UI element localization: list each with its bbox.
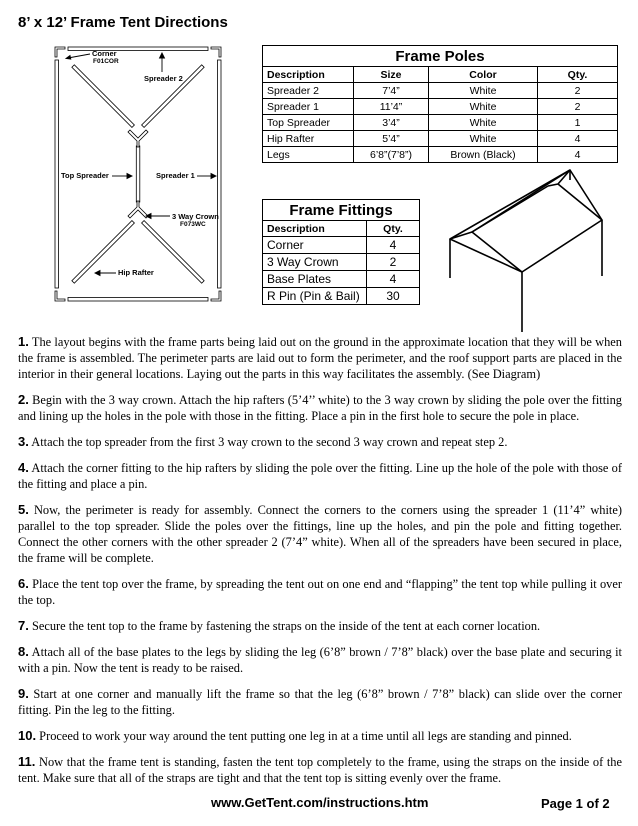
col-header: Qty. — [538, 67, 618, 83]
table-row — [263, 254, 420, 271]
step-number: 5. — [18, 502, 29, 517]
step-text: Place the tent top over the frame, by spreading the tent out on one end and “flapping” the tent top while pulling it over the top. — [18, 577, 622, 607]
step-paragraph — [18, 686, 622, 718]
step-paragraph — [18, 618, 622, 634]
spreader-2-bottom — [68, 298, 208, 302]
step-text: Attach the corner fitting to the hip rafters by sliding the pole over the fitting. Line up the hole of the pole with those of the fitting and place a pin. — [18, 461, 622, 491]
frame-fittings-table — [262, 199, 420, 305]
instruction-steps — [18, 334, 622, 796]
step-number: 2. — [18, 392, 29, 407]
table-row — [263, 99, 618, 115]
table-cell: Brown (Black) — [429, 147, 538, 163]
step-paragraph — [18, 754, 622, 786]
three-way-crown-bottom — [128, 201, 148, 218]
table-cell: 4 — [538, 147, 618, 163]
tent-frame-svg — [448, 160, 620, 332]
table-row — [263, 131, 618, 147]
table-cell: 4 — [367, 271, 420, 288]
table-cell: 1 — [538, 115, 618, 131]
crown-code: F073WC — [180, 221, 206, 228]
table-cell: 6’8”(7’8”) — [354, 147, 429, 163]
crown-label: 3 Way Crown — [172, 212, 219, 221]
spreader-1-label: Spreader 1 — [156, 171, 195, 180]
frame-poles-table — [262, 45, 618, 163]
table-cell: Legs — [263, 147, 354, 163]
step-number: 6. — [18, 576, 29, 591]
hip-rafter-arrowhead — [95, 271, 100, 276]
frame-poles-caption: Frame Poles — [263, 46, 618, 67]
page-number: Page 1 of 2 — [541, 796, 610, 811]
step-paragraph — [18, 644, 622, 676]
frame-poles-header-row — [263, 67, 618, 83]
tent-roof-outline — [450, 170, 602, 272]
step-number: 10. — [18, 728, 37, 743]
col-header: Qty. — [367, 221, 420, 237]
table-cell: 4 — [367, 237, 420, 254]
table-cell: Corner — [263, 237, 367, 254]
corner-arrow — [68, 54, 90, 58]
col-header: Color — [429, 67, 538, 83]
table-row — [263, 237, 420, 254]
table-cell: 30 — [367, 288, 420, 305]
step-text: The layout begins with the frame parts being laid out on the ground in the approximate location that they will be when the frame is assembled. The perimeter parts are laid out to form the perimeter, and the roof support parts are placed in the interior in their general locations. Laying out the parts in this way facilitates the assembly. (See Diagram) — [18, 335, 622, 381]
top-spreader — [136, 146, 140, 202]
hip-rafter-1 — [72, 65, 135, 128]
table-cell: 7’4” — [354, 83, 429, 99]
frame-layout-diagram — [52, 44, 224, 304]
step-paragraph — [18, 502, 622, 566]
step-number: 1. — [18, 334, 29, 349]
step-text: Begin with the 3 way crown. Attach the hip rafters (5’4’’ white) to the 3 way crown by sliding the pole over the fitting and lining up the holes in the pole with those in the fitting. Place a pin in the first hole to secure the pole in place. — [18, 393, 622, 423]
spreader-2-label: Spreader 2 — [144, 74, 183, 83]
spreader-1-right — [218, 60, 222, 288]
col-header: Description — [263, 67, 354, 83]
step-number: 3. — [18, 434, 29, 449]
step-paragraph — [18, 392, 622, 424]
table-cell: White — [429, 83, 538, 99]
corner-fitting-tr — [211, 47, 221, 57]
corner-fitting-br — [211, 291, 221, 301]
step-text: Attach all of the base plates to the legs by sliding the leg (6’8” brown / 7’8” black) over the base plate and securing it with a pin. Now the tent is ready to be raised. — [18, 645, 622, 675]
table-cell: 3’4” — [354, 115, 429, 131]
step-paragraph — [18, 460, 622, 492]
step-text: Proceed to work your way around the tent putting one leg in at a time until all legs are standing and pinned. — [36, 729, 572, 743]
table-row — [263, 83, 618, 99]
step-number: 9. — [18, 686, 29, 701]
corner-code: F01COR — [93, 58, 119, 65]
table-row — [263, 288, 420, 305]
step-number: 4. — [18, 460, 29, 475]
table-cell: Spreader 1 — [263, 99, 354, 115]
table-cell: 2 — [538, 99, 618, 115]
step-number: 11. — [18, 754, 36, 769]
spreader-2-arrowhead — [160, 53, 165, 58]
table-cell: Top Spreader — [263, 115, 354, 131]
top-spreader-label: Top Spreader — [61, 171, 109, 180]
hip-rafter-label: Hip Rafter — [118, 268, 154, 277]
corner-label: Corner — [92, 49, 117, 58]
spreader-1-left — [55, 60, 59, 288]
table-cell: Base Plates — [263, 271, 367, 288]
top-spreader-arrowhead — [127, 174, 132, 179]
spreader-1-arrowhead — [211, 174, 216, 179]
table-cell: White — [429, 115, 538, 131]
step-paragraph — [18, 728, 622, 744]
tent-legs — [450, 170, 602, 332]
table-row — [263, 271, 420, 288]
table-cell: R Pin (Pin & Bail) — [263, 288, 367, 305]
tent-frame-illustration — [448, 160, 620, 332]
frame-fittings-caption: Frame Fittings — [263, 200, 420, 221]
table-cell: White — [429, 131, 538, 147]
step-paragraph — [18, 434, 622, 450]
step-text: Now, the perimeter is ready for assembly. Connect the corners to the corners using the spreader 1 (11’4” white) parallel to the top spreader. Slide the poles over the fittings, line up the holes, and pin the pole and fitting together. Connect the other corners with the other spreader 2 (7’4” white). When all of the spreaders have been secured in place, the frame will be complete. — [18, 503, 622, 565]
corner-arrowhead — [66, 56, 71, 60]
table-cell: 2 — [367, 254, 420, 271]
step-number: 7. — [18, 618, 29, 633]
table-row — [263, 115, 618, 131]
table-cell: 3 Way Crown — [263, 254, 367, 271]
step-number: 8. — [18, 644, 29, 659]
step-text: Secure the tent top to the frame by fastening the straps on the inside of the tent at each corner location. — [28, 619, 541, 633]
table-cell: Hip Rafter — [263, 131, 354, 147]
page-title: 8’ x 12’ Frame Tent Directions — [18, 14, 228, 31]
table-cell: Spreader 2 — [263, 83, 354, 99]
three-way-crown-top — [128, 130, 148, 147]
corner-fitting-bl — [55, 291, 65, 301]
step-paragraph — [18, 334, 622, 382]
step-text: Attach the top spreader from the first 3 way crown to the second 3 way crown and repeat step 2. — [28, 435, 508, 449]
col-header: Size — [354, 67, 429, 83]
footer-url-link[interactable]: www.GetTent.com/instructions.htm — [211, 795, 429, 810]
step-text: Start at one corner and manually lift the frame so that the leg (6’8” brown / 7’8” black) can slide over the corner fitting. Pin the leg to the fitting. — [18, 687, 622, 717]
table-cell: 11’4” — [354, 99, 429, 115]
spreader-2-top — [68, 47, 208, 51]
table-cell: 4 — [538, 131, 618, 147]
corner-fitting-tl — [55, 47, 65, 57]
table-cell: 2 — [538, 83, 618, 99]
table-cell: White — [429, 99, 538, 115]
col-header: Description — [263, 221, 367, 237]
step-text: Now that the frame tent is standing, fasten the tent top completely to the frame, using the straps on the inside of the tent. Make sure that all of the straps are tight and that the tent top is sitting evenly over the frame. — [18, 755, 622, 785]
table-cell: 5’4” — [354, 131, 429, 147]
frame-fittings-header-row — [263, 221, 420, 237]
step-paragraph — [18, 576, 622, 608]
